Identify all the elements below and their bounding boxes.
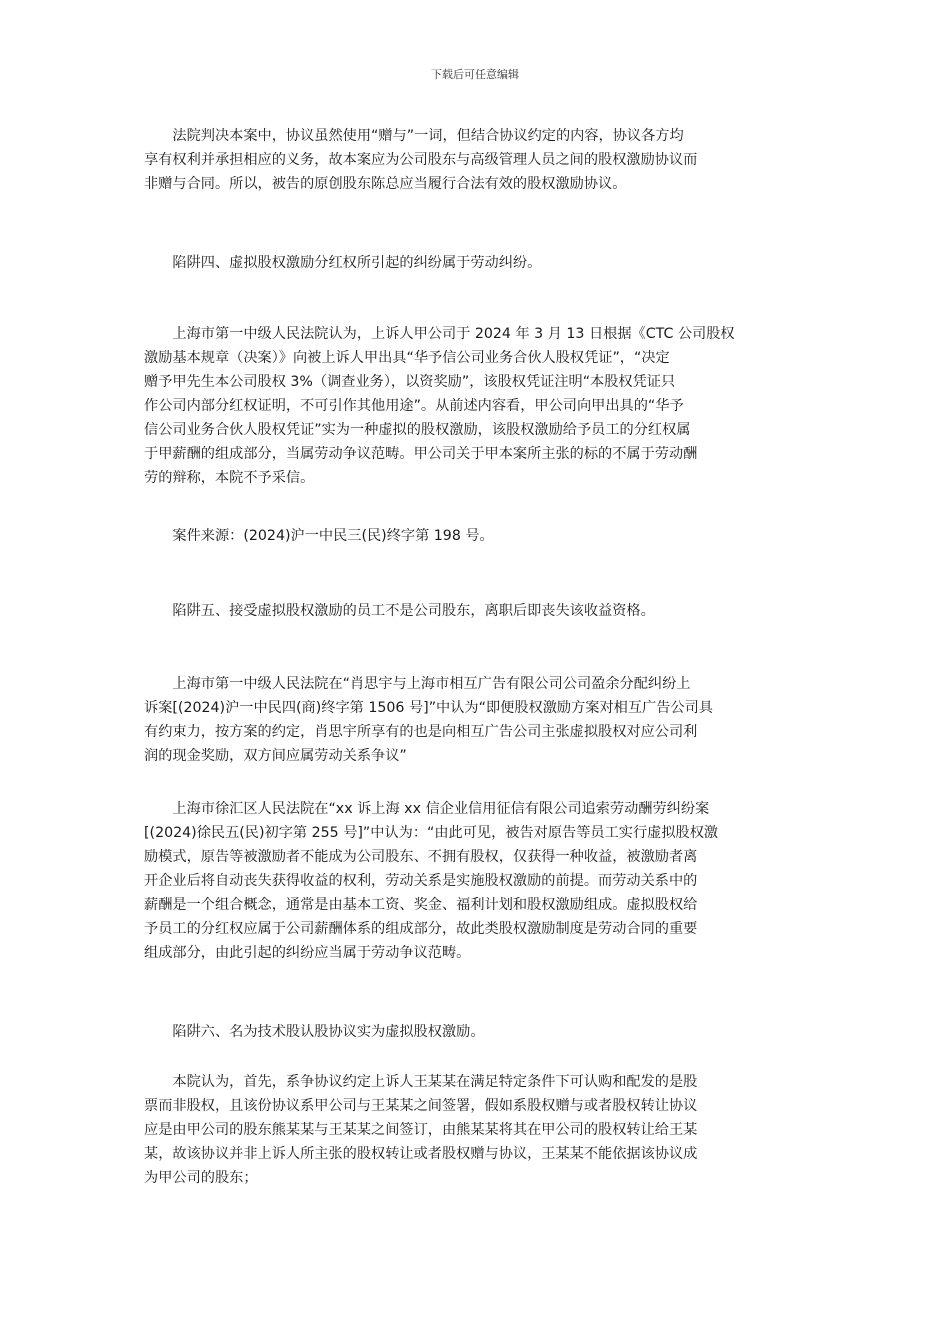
text-line: 励模式，原告等被激励者不能成为公司股东、不拥有股权，仅获得一种收益，被激励者离 bbox=[144, 849, 698, 865]
paragraph-ruling-summary bbox=[144, 124, 808, 196]
text-line: 票而非股权，且该份协议系甲公司与王某某之间签署，假如系股权赠与或者股权转让协议 bbox=[144, 1098, 698, 1114]
text-line: 非赠与合同。所以，被告的原创股东陈总应当履行合法有效的股权激励协议。 bbox=[144, 176, 627, 192]
paragraph-shanghai-court-2 bbox=[144, 672, 808, 768]
heading-text: 陷阱六、名为技术股认股协议实为虚拟股权激励。 bbox=[172, 1024, 485, 1040]
text-line: 本院认为，首先，系争协议约定上诉人王某某在满足特定条件下可认购和配发的是股 bbox=[172, 1074, 698, 1090]
page-header: 下载后可任意编辑 bbox=[431, 68, 519, 81]
text-line: 法院判决本案中，协议虽然使用“赠与”一词，但结合协议约定的内容，协议各方均 bbox=[172, 128, 684, 144]
text-line: 上海市徐汇区人民法院在“xx 诉上海 xx 信企业信用征信有限公司追索劳动酬劳纠纷案 bbox=[172, 801, 710, 817]
text-line: 薪酬是一个组合概念，通常是由基本工资、奖金、福利计划和股权激励组成。虚拟股权给 bbox=[144, 897, 698, 913]
text-line: 案件来源：(2024)沪一中民三(民)终字第 198 号。 bbox=[172, 528, 494, 544]
text-line: 有约束力，按方案的约定，肖思宇所享有的也是向相互广告公司主张虚拟股权对应公司利 bbox=[144, 724, 698, 740]
paragraph-shanghai-court-1 bbox=[144, 322, 808, 490]
text-line: 予员工的分红权应属于公司薪酬体系的组成部分，故此类股权激励制度是劳动合同的重要 bbox=[144, 921, 698, 937]
text-line: 上海市第一中级人民法院在“肖思宇与上海市相互广告有限公司公司盈余分配纠纷上 bbox=[172, 676, 691, 692]
paragraph-case-source bbox=[144, 524, 808, 548]
paragraph-court-opinion bbox=[144, 1070, 808, 1190]
heading-text: 陷阱四、虚拟股权激励分红权所引起的纠纷属于劳动纠纷。 bbox=[172, 255, 542, 271]
text-line: 开企业后将自动丧失获得收益的权利，劳动关系是实施股权激励的前提。而劳动关系中的 bbox=[144, 873, 698, 889]
text-line: 应是由甲公司的股东熊某某与王某某之间签订，由熊某某将其在甲公司的股权转让给王某 bbox=[144, 1122, 698, 1138]
text-line: 信公司业务合伙人股权凭证”实为一种虚拟的股权激励，该股权激励给予员工的分红权属 bbox=[144, 422, 691, 438]
text-line: 享有权利并承担相应的义务，故本案应为公司股东与高级管理人员之间的股权激励协议而 bbox=[144, 152, 698, 168]
text-line: 诉案[(2024)沪一中民四(商)终字第 1506 号]”中认为“即便股权激励方案对相互广告公司具 bbox=[144, 700, 713, 716]
text-line: 为甲公司的股东； bbox=[144, 1170, 258, 1186]
text-line: 某，故该协议并非上诉人所主张的股权转让或者股权赠与协议，王某某不能依据该协议成 bbox=[144, 1146, 698, 1162]
text-line: [(2024)徐民五(民)初字第 255 号]”中认为：“由此可见，被告对原告等员工实行虚拟股权激 bbox=[144, 825, 719, 841]
paragraph-xuhui-court bbox=[144, 797, 808, 965]
section-heading-trap-4 bbox=[144, 251, 808, 275]
text-line: 组成部分，由此引起的纠纷应当属于劳动争议范畴。 bbox=[144, 945, 471, 961]
text-line: 赠予甲先生本公司股权 3%（调查业务），以资奖励”，该股权凭证注明“本股权凭证只 bbox=[144, 374, 676, 390]
text-line: 作公司内部分红权证明，不可引作其他用途”。从前述内容看，甲公司向甲出具的“华予 bbox=[144, 398, 684, 414]
section-heading-trap-5 bbox=[144, 599, 808, 623]
text-line: 上海市第一中级人民法院认为，上诉人甲公司于 2024 年 3 月 13 日根据《CTC 公司股权 bbox=[172, 326, 735, 342]
text-line: 激励基本规章（决案）》向被上诉人甲出具“华予信公司业务合伙人股权凭证”，“决定 bbox=[144, 350, 670, 366]
text-line: 劳的辩称，本院不予采信。 bbox=[144, 470, 315, 486]
text-line: 润的现金奖励，双方间应属劳动关系争议” bbox=[144, 748, 407, 764]
heading-text: 陷阱五、接受虚拟股权激励的员工不是公司股东，离职后即丧失该收益资格。 bbox=[172, 603, 655, 619]
text-line: 于甲薪酬的组成部分，当属劳动争议范畴。甲公司关于甲本案所主张的标的不属于劳动酬 bbox=[144, 446, 698, 462]
section-heading-trap-6 bbox=[144, 1020, 808, 1044]
